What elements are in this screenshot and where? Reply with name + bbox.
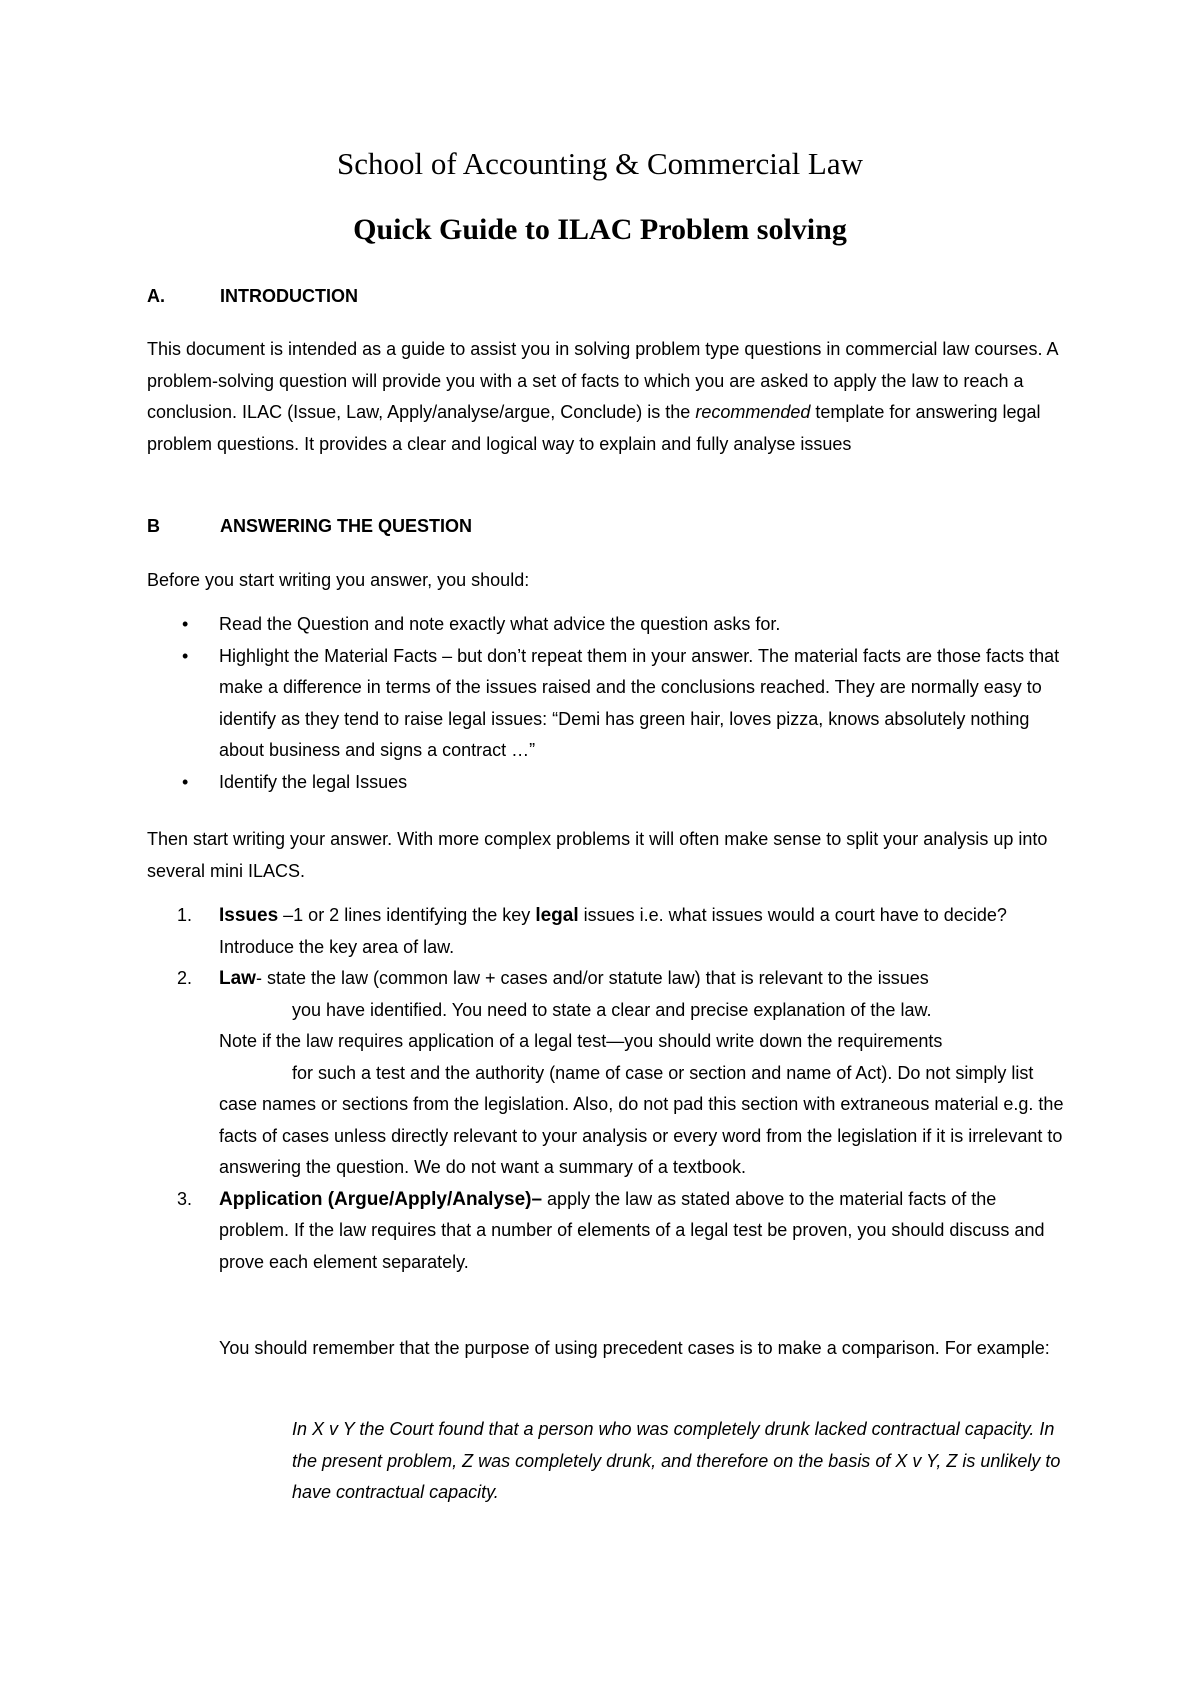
list-item-text: Identify the legal Issues [219,771,408,792]
intro-emphasis: recommended [695,402,811,422]
step-text: issues i.e. what issues would a court have to decide? Introduce the key area of law. [219,905,1007,957]
step-label: Law [219,968,256,989]
section-a-heading [147,286,358,307]
list-item [147,609,1067,641]
step-label: Issues [219,905,279,926]
section-b-title: ANSWERING THE QUESTION [220,516,473,536]
then-paragraph: Then start writing your answer. With more complex problems it will often make sense to split your analysis up into several mini ILACS. [147,829,1048,881]
list-item [147,641,1067,767]
step-text: you have identified. You need to state a clear and precise explanation of the law. [292,999,932,1020]
section-a-number: A. [147,286,165,306]
school-title: School of Accounting & Commercial Law [336,146,864,181]
step-number: 3. [177,1188,193,1209]
intro-text-1: This document is intended as a guide to assist you in solving problem type questions in commercial law courses. A problem-solving question will provide you with a set of facts to which you are asked to apply the law to reach a conclusion. ILAC (Issue, Law, Apply/analyse/argue, Conclude) is the [147,339,1058,422]
step-keyword: legal [535,905,579,926]
step-law [147,963,1067,1184]
section-a-title: INTRODUCTION [220,286,358,306]
intro-paragraph [147,334,1067,460]
step-text: for such a test and the authority (name of case or section and name of Act). Do not [292,1062,951,1083]
guide-title: Quick Guide to ILAC Problem solving [353,213,847,246]
bullet-icon: • [182,645,189,666]
step-application [147,1184,1067,1279]
list-item [147,767,1067,799]
step-number: 2. [177,968,193,988]
bullet-icon: • [182,771,189,792]
section-b-number: B [147,516,160,536]
step-text: apply the law as stated above to the material facts of the problem. If the law requires that a number of elements of a legal test be proven, you should discuss and prove each element separately. [219,1188,1045,1272]
step-text: Note if the law requires application of a legal test—you should write down the requirements [219,1031,943,1051]
section-b-heading [147,516,472,537]
step-text: –1 or 2 lines identifying the key [278,905,536,925]
remember-paragraph: You should remember that the purpose of using precedent cases is to make a comparison. For example: [219,1338,1050,1358]
step-issues [147,900,1067,963]
step-text: - state the law (common law + cases and/or statute law) that is relevant to the issues [255,968,929,988]
example-paragraph: In X v Y the Court found that a person who was completely drunk lacked contractual capacity. In the present problem, Z was completely drunk, and therefore on the basis of X v Y, Z is unlikely to have contractual capacity. [292,1419,1061,1502]
list-item-text: Highlight the Material Facts – but don’t repeat them in your answer. The material facts are those facts that make a difference in terms of the issues raised and the conclusions reached. They are normally easy to identify as they tend to raise legal issues: “Demi has green hair, loves pizza, knows absolutely nothing about business and signs a contract …” [219,645,1060,760]
step-label: Application (Argue/Apply/Analyse)– [219,1188,543,1210]
step-text: simply list case names or sections from the legislation. Also, do not pad this section with extraneous material e.g. the facts of cases unless directly relevant to your analysis or every word from the legislation if it is irrelevant to answering the question. We do not want a summary of a textbook. [219,1062,1064,1177]
list-item-text: Read the Question and note exactly what advice the question asks for. [219,614,781,634]
preparation-list [147,609,1067,798]
intro-text-2: template for answering legal problem questions. It provides a clear and logical way to explain and fully analyse issues [147,402,1041,454]
step-number: 1. [177,905,193,925]
bullet-icon: • [182,614,189,634]
ilac-steps-list [147,900,1067,1278]
before-paragraph: Before you start writing you answer, you should: [147,570,530,590]
